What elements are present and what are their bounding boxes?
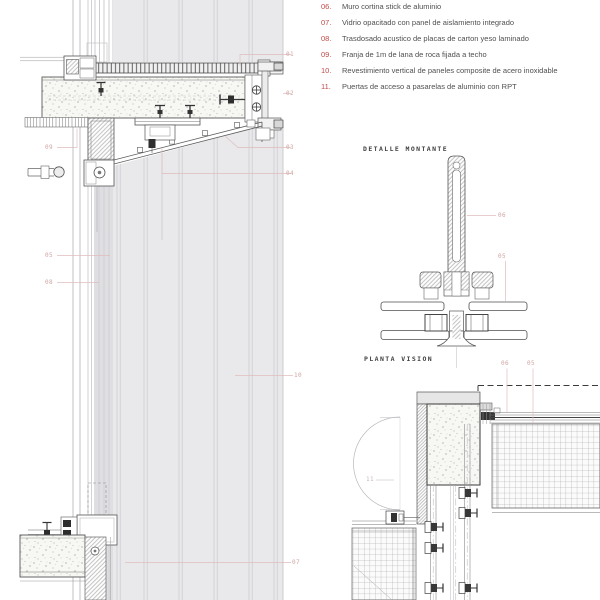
callout-06-montante: 06 <box>498 212 507 219</box>
legend-item <box>321 17 589 28</box>
callout-08: 08 <box>45 279 54 286</box>
legend-item-text: Trasdosado acustico de placas de carton yeso laminado <box>342 34 529 43</box>
callout-09: 09 <box>45 144 54 151</box>
legend-item-text: Puertas de acceso a pasarelas de aluminio con RPT <box>342 82 517 91</box>
legend-item-number: 08. <box>321 34 332 43</box>
main-section-drawing <box>20 0 283 600</box>
callout-05-montante: 05 <box>498 253 507 260</box>
legend-item-number: 11. <box>321 82 331 91</box>
legend-item-number: 06. <box>321 2 332 11</box>
legend-item <box>321 81 589 92</box>
callout-11-planta: 11 <box>366 476 375 483</box>
legend-item-number: 09. <box>321 50 332 59</box>
legend-item-number: 10. <box>321 66 332 75</box>
legend-item-text: Vidrio opacitado con panel de aislamiento integrado <box>342 18 515 27</box>
callout-02: 02 <box>286 90 295 97</box>
callout-04: 04 <box>286 170 295 177</box>
montante-detail-title: DETALLE MONTANTE <box>363 145 449 153</box>
planta-detail-drawing <box>352 386 600 600</box>
legend-item <box>321 49 589 60</box>
planta-detail-title: PLANTA VISION <box>364 355 434 363</box>
legend-item-text: Revestimiento vertical de paneles composite de acero inoxidable <box>342 66 558 75</box>
callout-01: 01 <box>286 51 295 58</box>
callout-03: 03 <box>286 144 295 151</box>
legend <box>321 1 589 97</box>
legend-item-text: Franja de 1m de lana de roca fijada a techo <box>342 50 487 59</box>
callout-10: 10 <box>294 372 303 379</box>
legend-item <box>321 1 589 12</box>
callout-06-planta: 06 <box>501 360 510 367</box>
callout-07: 07 <box>292 559 301 566</box>
legend-item <box>321 65 589 76</box>
callout-05-left: 05 <box>45 252 54 259</box>
montante-detail-drawing <box>381 156 527 368</box>
legend-item-text: Muro cortina stick de aluminio <box>342 2 442 11</box>
legend-item-number: 07. <box>321 18 332 27</box>
callout-05-planta: 05 <box>527 360 536 367</box>
legend-item <box>321 33 589 44</box>
